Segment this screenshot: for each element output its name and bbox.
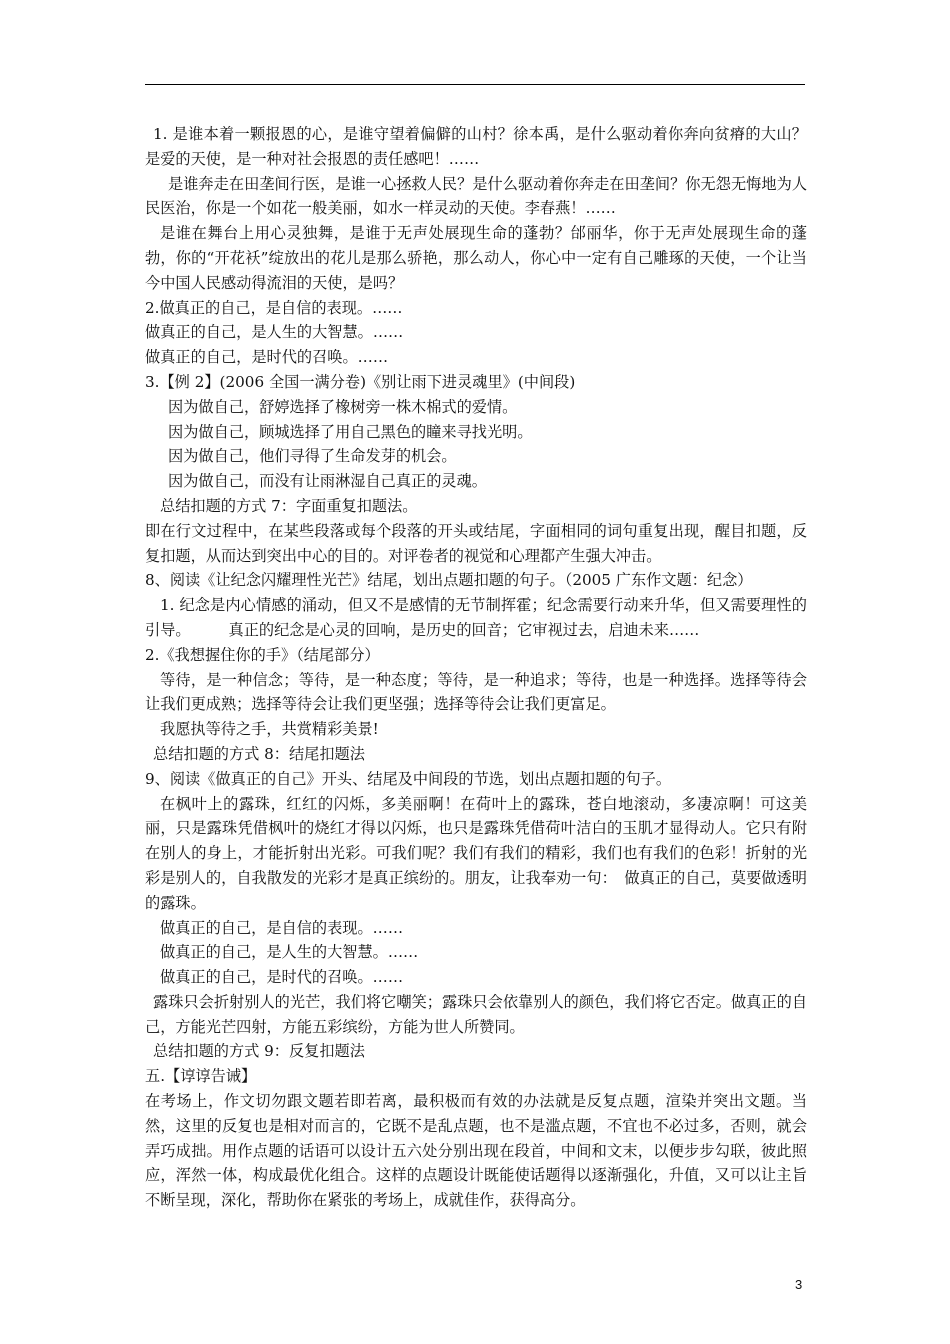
paragraph: 即在行文过程中，在某些段落或每个段落的开头或结尾，字面相同的词句重复出现，醒目扣题，反复扣题，从而达到突出中心的目的。对评卷者的视觉和心理都产生强大冲击。 xyxy=(145,521,807,565)
paragraph: 是谁在舞台上用心灵独舞，是谁于无声处展现生命的蓬勃？邰丽华，你于无声处展现生命的蓬勃，你的“开花袄”绽放出的花儿是那么骄艳，那么动人，你心中一定有自己雕琢的天使，一个让当今中国人民感动得流泪的天使，是吗？ xyxy=(145,224,807,292)
paragraph: 做真正的自己，是自信的表现。…… xyxy=(160,918,403,937)
paragraph: 因为做自己，他们寻得了生命发芽的机会。 xyxy=(168,447,457,466)
paragraph: 在考场上，作文切勿跟文题若即若离，最积极而有效的办法就是反复点题，渲染并突出文题。当然，这里的反复也是相对而言的，它既不是乱点题，也不是滥点题，不宜也不必过多，否则，就会弄巧成拙。用作点题的话语可以设计五六处分别出现在段首，中间和文末，以便步步勾联，彼此照应，浑然一体，构成最优化组合。这样的点题设计既能使话题得以逐渐强化，升值，又可以让主旨不断呈现，深化，帮助你在紧张的考场上，成就佳作，获得高分。 xyxy=(145,1092,807,1210)
paragraph: 我愿执等待之手，共赏精彩美景! xyxy=(160,720,379,739)
section-heading: 总结扣题的方式 9：反复扣题法 xyxy=(153,1042,365,1061)
paragraph: 做真正的自己，是人生的大智慧。…… xyxy=(160,943,419,962)
paragraph: 2.《我想握住你的手》（结尾部分） xyxy=(145,645,380,664)
paragraph: 1. 纪念是内心情感的涌动，但又不是感情的无节制挥霍；纪念需要行动来升华，但又需要理性的引导。 真正的纪念是心灵的回响，是历史的回音；它审视过去，启迪未来…… xyxy=(145,596,807,639)
paragraph: 是谁奔走在田垄间行医，是谁一心拯救人民？是什么驱动着你奔走在田垄间？你无怨无悔地为人民医治，你是一个如花一般美丽，如水一样灵动的天使。李春燕！…… xyxy=(145,174,807,218)
paragraph: 3.【例 2】(2006 全国一满分卷)《别让雨下进灵魂里》(中间段) xyxy=(145,372,576,391)
paragraph: 因为做自己，顾城选择了用自己黑色的瞳来寻找光明。 xyxy=(168,422,533,441)
paragraph: 2.做真正的自己，是自信的表现。…… xyxy=(145,298,403,317)
document-body xyxy=(145,122,807,1213)
paragraph: 在枫叶上的露珠，红红的闪烁，多美丽啊！在荷叶上的露珠，苍白地滚动，多凄凉啊！可这美丽，只是露珠凭借枫叶的烧红才得以闪烁，也只是露珠凭借荷叶洁白的玉肌才显得动人。它只有附在别人的身上，才能折射出光彩。可我们呢？我们有我们的精彩，我们也有我们的色彩！折射的光彩是别人的，自我散发的光彩才是真正缤纷的。朋友，让我奉劝一句： 做真正的自己，莫要做透明的露珠。 xyxy=(145,794,807,912)
paragraph: 做真正的自己，是时代的召唤。…… xyxy=(145,348,388,367)
section-heading: 总结扣题的方式 7：字面重复扣题法。 xyxy=(160,496,418,515)
paragraph: 1. 是谁本着一颗报恩的心，是谁守望着偏僻的山村？徐本禹，是什么驱动着你奔向贫瘠的大山？是爱的天使，是一种对社会报恩的责任感吧！…… xyxy=(145,125,807,168)
paragraph: 9、阅读《做真正的自己》开头、结尾及中间段的节选，划出点题扣题的句子。 xyxy=(145,769,672,788)
paragraph: 因为做自己，而没有让雨淋湿自己真正的灵魂。 xyxy=(168,472,487,491)
paragraph: 因为做自己，舒婷选择了橡树旁一株木棉式的爱情。 xyxy=(168,397,518,416)
page-number: 3 xyxy=(795,1277,803,1292)
paragraph: 露珠只会折射别人的光芒，我们将它嘲笑；露珠只会依靠别人的颜色，我们将它否定。做真正的自己，方能光芒四射，方能五彩缤纷，方能为世人所赞同。 xyxy=(145,992,807,1036)
header-rule xyxy=(145,84,805,85)
section-heading: 总结扣题的方式 8：结尾扣题法 xyxy=(153,744,365,763)
paragraph: 做真正的自己，是人生的大智慧。…… xyxy=(145,323,404,342)
paragraph: 做真正的自己，是时代的召唤。…… xyxy=(160,968,403,987)
paragraph: 8、阅读《让纪念闪耀理性光芒》结尾，划出点题扣题的句子。（2005 广东作文题：纪念） xyxy=(145,571,753,590)
paragraph: 等待，是一种信念；等待，是一种态度；等待，是一种追求；等待，也是一种选择。选择等待会让我们更成熟；选择等待会让我们更坚强；选择等待会让我们更富足。 xyxy=(145,670,807,714)
section-heading: 五.【谆谆告诫】 xyxy=(145,1067,257,1086)
